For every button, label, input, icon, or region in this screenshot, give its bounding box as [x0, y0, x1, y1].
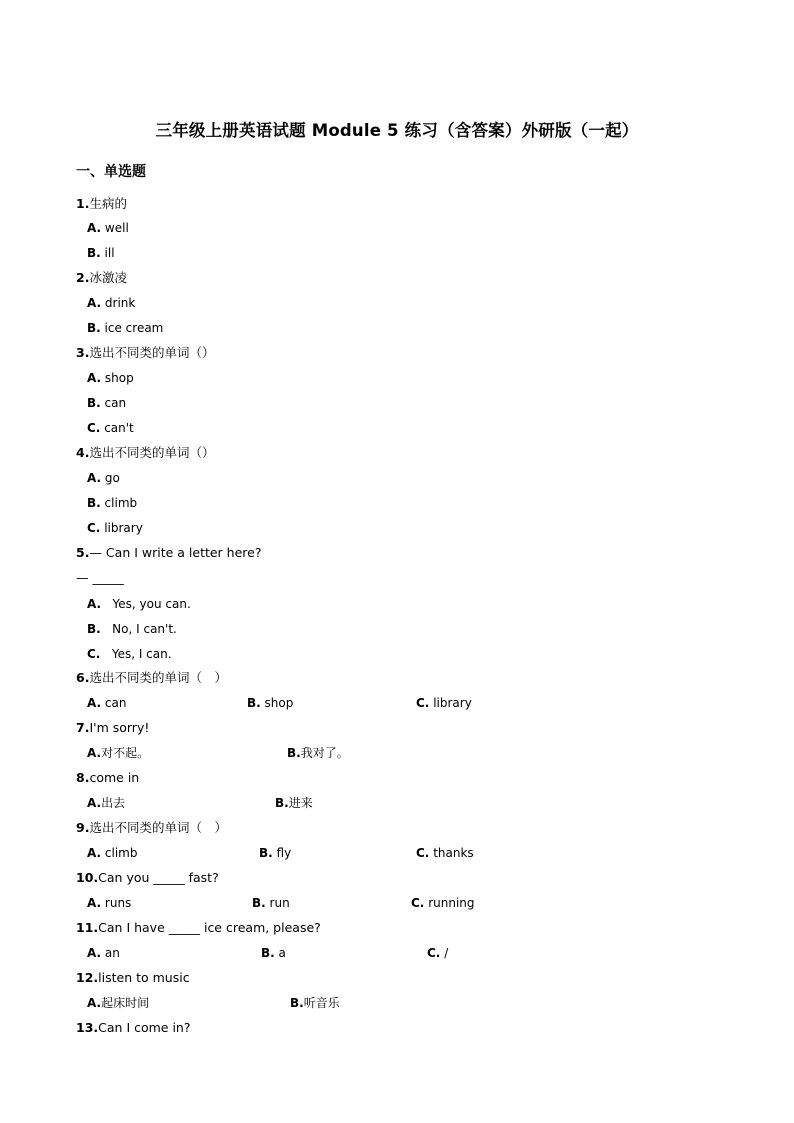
- option-5a[interactable]: [87, 596, 191, 612]
- option-2b[interactable]: [87, 320, 163, 336]
- option-text: drink: [104, 296, 136, 310]
- option-text: /: [444, 946, 449, 960]
- question-text: 选出不同类的单词（）: [89, 445, 215, 460]
- option-9c[interactable]: [416, 845, 474, 861]
- question-text: Can you _____ fast?: [98, 870, 219, 885]
- option-12b[interactable]: [290, 995, 340, 1011]
- option-6b[interactable]: [247, 695, 293, 711]
- question-number: 6.: [76, 670, 90, 685]
- option-7b[interactable]: [287, 745, 349, 761]
- question-5: [76, 545, 261, 561]
- question-number: 10.: [76, 870, 99, 885]
- option-6a[interactable]: [87, 695, 126, 711]
- option-9b[interactable]: [259, 845, 291, 861]
- option-6c[interactable]: [416, 695, 472, 711]
- question-number: 3.: [76, 345, 90, 360]
- option-letter: C.: [427, 946, 441, 960]
- option-3c[interactable]: [87, 420, 134, 436]
- option-letter: A.: [87, 597, 102, 611]
- option-letter: A.: [87, 946, 102, 960]
- question-number: 13.: [76, 1020, 99, 1035]
- option-letter: C.: [416, 846, 430, 860]
- option-text: 进来: [288, 796, 313, 810]
- option-text: 我对了。: [300, 746, 349, 760]
- question-number: 9.: [76, 820, 90, 835]
- question-text: — Can I write a letter here?: [89, 545, 262, 560]
- option-letter: B.: [287, 746, 301, 760]
- question-text: Can I come in?: [98, 1020, 191, 1035]
- option-letter: B.: [87, 396, 101, 410]
- question-number: 1.: [76, 196, 90, 211]
- question-text: 选出不同类的单词（ ）: [89, 670, 227, 685]
- option-text: an: [104, 946, 120, 960]
- option-letter: B.: [259, 846, 273, 860]
- question-number: 4.: [76, 445, 90, 460]
- option-10a[interactable]: [87, 895, 131, 911]
- question-9: [76, 820, 227, 836]
- option-9a[interactable]: [87, 845, 137, 861]
- option-text: run: [269, 896, 290, 910]
- option-5c[interactable]: [87, 646, 172, 662]
- option-letter: A.: [87, 796, 102, 810]
- option-text: climb: [104, 496, 138, 510]
- option-4c[interactable]: [87, 520, 143, 536]
- question-text: 选出不同类的单词（）: [89, 345, 215, 360]
- option-11c[interactable]: [427, 945, 448, 961]
- option-text: climb: [104, 846, 138, 860]
- question-11: [76, 920, 321, 936]
- option-text: shop: [104, 371, 134, 385]
- option-text: Yes, you can.: [112, 597, 191, 611]
- option-letter: A.: [87, 746, 102, 760]
- option-letter: A.: [87, 896, 102, 910]
- option-letter: A.: [87, 996, 102, 1010]
- option-text: well: [104, 221, 129, 235]
- option-8b[interactable]: [275, 795, 313, 811]
- option-letter: B.: [87, 321, 101, 335]
- option-text: Yes, I can.: [111, 647, 172, 661]
- option-letter: B.: [261, 946, 275, 960]
- option-1b[interactable]: [87, 245, 115, 261]
- option-text: can't: [104, 421, 134, 435]
- question-7: [76, 720, 149, 736]
- option-11b[interactable]: [261, 945, 286, 961]
- option-11a[interactable]: [87, 945, 120, 961]
- option-letter: B.: [87, 622, 101, 636]
- option-text: a: [278, 946, 286, 960]
- option-text: library: [433, 696, 472, 710]
- option-letter: C.: [87, 521, 101, 535]
- option-4b[interactable]: [87, 495, 137, 511]
- question-text: I'm sorry!: [89, 720, 150, 735]
- question-3: [76, 345, 214, 361]
- question-text: 生病的: [89, 196, 127, 211]
- option-letter: B.: [252, 896, 266, 910]
- question-text: come in: [89, 770, 140, 785]
- option-letter: A.: [87, 221, 102, 235]
- option-text: library: [104, 521, 143, 535]
- question-2: [76, 270, 127, 286]
- option-3a[interactable]: [87, 370, 134, 386]
- question-text: 选出不同类的单词（ ）: [89, 820, 227, 835]
- question-1: [76, 196, 127, 212]
- option-text: 出去: [101, 796, 126, 810]
- option-3b[interactable]: [87, 395, 126, 411]
- option-8a[interactable]: [87, 795, 125, 811]
- option-12a[interactable]: [87, 995, 149, 1011]
- option-text: ill: [104, 246, 115, 260]
- option-letter: C.: [411, 896, 425, 910]
- option-letter: B.: [247, 696, 261, 710]
- question-4: [76, 445, 214, 461]
- option-letter: B.: [275, 796, 289, 810]
- question-number: 2.: [76, 270, 90, 285]
- option-letter: A.: [87, 471, 102, 485]
- option-letter: B.: [87, 496, 101, 510]
- option-letter: B.: [87, 246, 101, 260]
- question-5-answer-line: — _____: [76, 570, 124, 585]
- question-6: [76, 670, 227, 686]
- option-10b[interactable]: [252, 895, 290, 911]
- option-text: thanks: [433, 846, 474, 860]
- option-10c[interactable]: [411, 895, 475, 911]
- option-text: 起床时间: [101, 996, 150, 1010]
- option-1a[interactable]: [87, 220, 129, 236]
- option-text: can: [104, 396, 127, 410]
- option-text: ice cream: [104, 321, 164, 335]
- option-text: shop: [264, 696, 294, 710]
- page-title: 三年级上册英语试题 Module 5 练习（含答案）外研版（一起）: [155, 121, 639, 140]
- option-7a[interactable]: [87, 745, 149, 761]
- question-text: 冰激凌: [89, 270, 127, 285]
- section-heading: 一、单选题: [76, 164, 146, 180]
- option-text: No, I can't.: [112, 622, 177, 636]
- option-text: runs: [104, 896, 132, 910]
- question-13: [76, 1020, 191, 1036]
- option-4a[interactable]: [87, 470, 120, 486]
- question-number: 5.: [76, 545, 90, 560]
- option-letter: A.: [87, 696, 102, 710]
- option-letter: A.: [87, 846, 102, 860]
- question-number: 12.: [76, 970, 99, 985]
- option-letter: B.: [290, 996, 304, 1010]
- option-text: can: [104, 696, 127, 710]
- question-text: listen to music: [98, 970, 190, 985]
- option-letter: C.: [87, 647, 101, 661]
- option-2a[interactable]: [87, 295, 135, 311]
- question-8: [76, 770, 139, 786]
- option-letter: A.: [87, 371, 102, 385]
- option-letter: C.: [87, 421, 101, 435]
- option-letter: C.: [416, 696, 430, 710]
- option-text: 对不起。: [101, 746, 150, 760]
- question-10: [76, 870, 219, 886]
- question-text: Can I have _____ ice cream, please?: [98, 920, 321, 935]
- question-number: 11.: [76, 920, 99, 935]
- question-number: 8.: [76, 770, 90, 785]
- option-5b[interactable]: [87, 621, 177, 637]
- option-text: fly: [276, 846, 292, 860]
- option-letter: A.: [87, 296, 102, 310]
- question-number: 7.: [76, 720, 90, 735]
- option-text: running: [428, 896, 475, 910]
- option-text: go: [104, 471, 120, 485]
- question-12: [76, 970, 190, 986]
- option-text: 听音乐: [303, 996, 340, 1010]
